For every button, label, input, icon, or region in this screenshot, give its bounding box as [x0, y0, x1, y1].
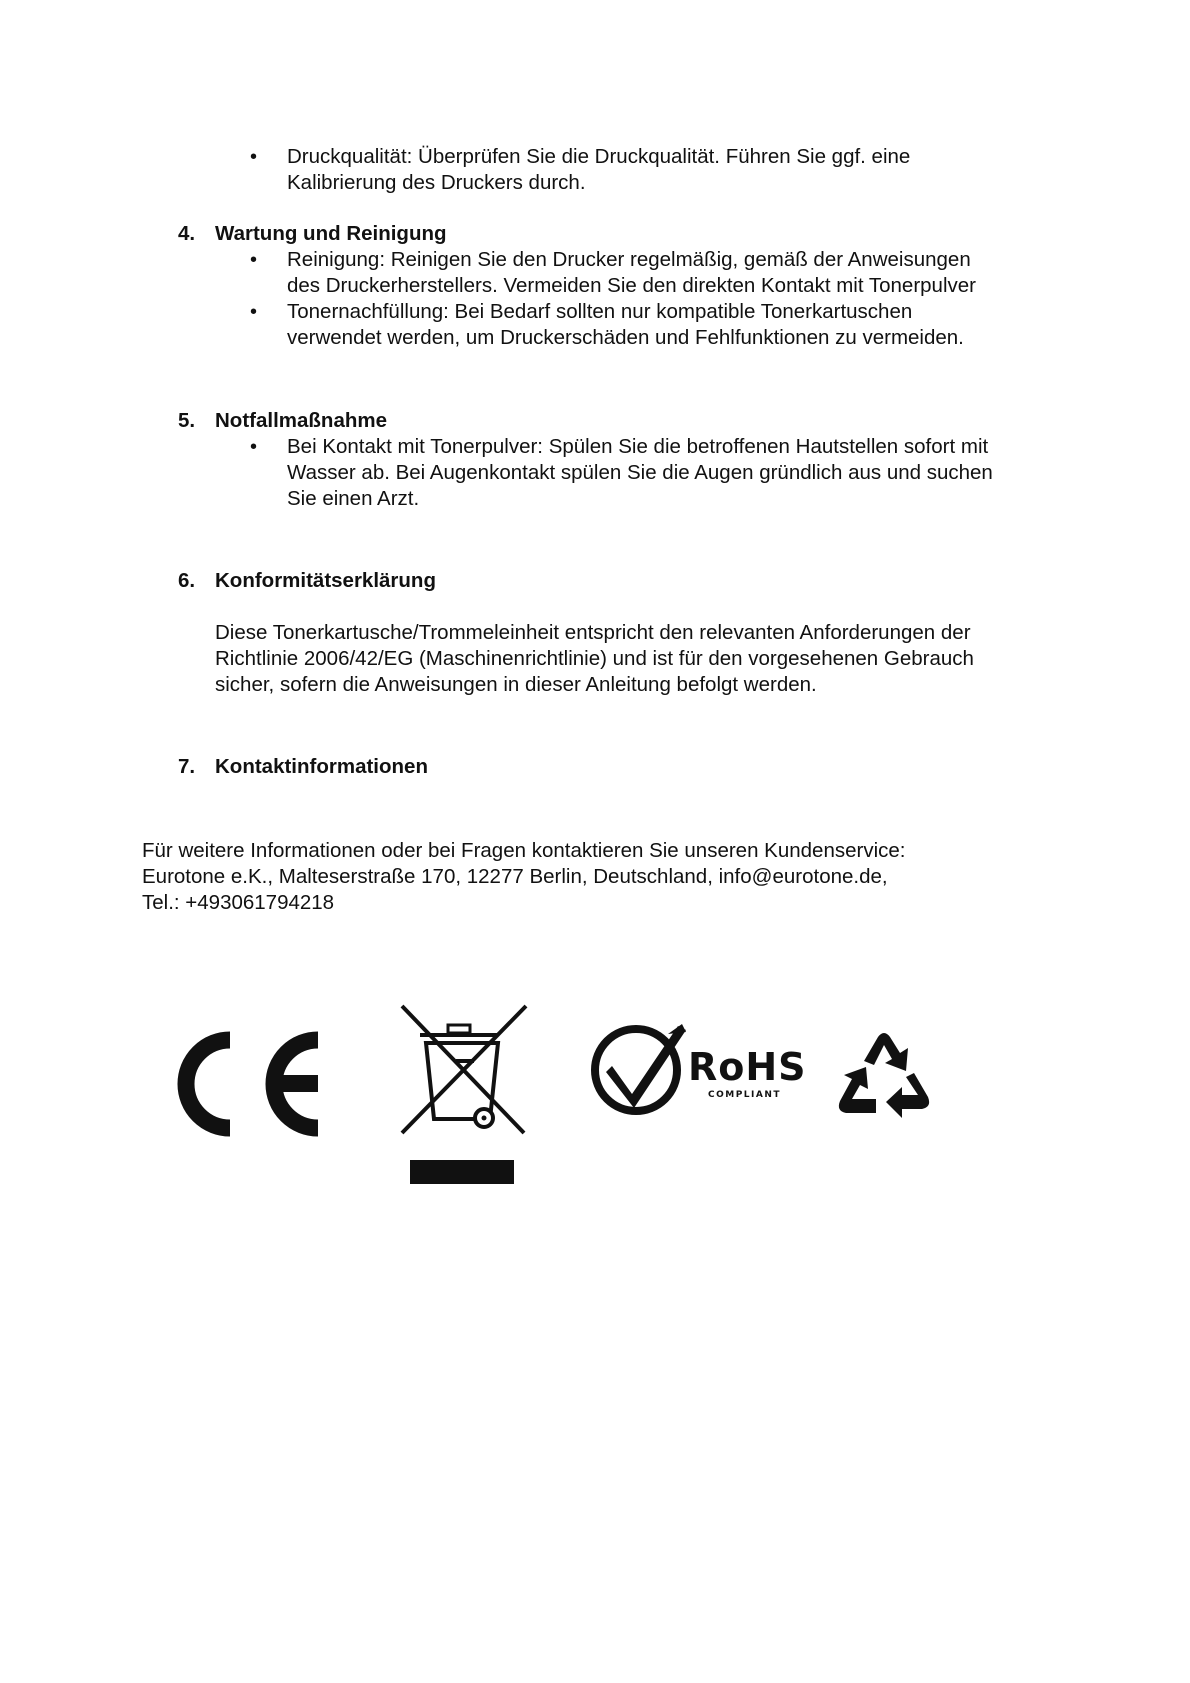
- rohs-compliant-logo: [590, 1020, 810, 1116]
- bullet-symbol: •: [250, 249, 258, 271]
- rohs-label: RoHS: [688, 1045, 807, 1089]
- section-6-number: 6.: [178, 569, 196, 592]
- section-5-number: 5.: [178, 409, 196, 432]
- bullet-symbol: •: [250, 301, 258, 323]
- sec4-bullet-1-line-2: des Druckerherstellers. Vermeiden Sie den direkten Kontakt mit Tonerpulver: [287, 274, 976, 297]
- sec6-paragraph-line-2: Richtlinie 2006/42/EG (Maschinenrichtlinie) und ist für den vorgesehenen Gebrauch: [215, 647, 974, 670]
- ce-mark-icon: [158, 1022, 334, 1146]
- contact-line-1: Für weitere Informationen oder bei Fragen kontaktieren Sie unseren Kundenservice:: [142, 839, 906, 862]
- section-5-title: Notfallmaßnahme: [215, 409, 387, 432]
- sec5-bullet-1-line-2: Wasser ab. Bei Augenkontakt spülen Sie die Augen gründlich aus und suchen: [287, 461, 993, 484]
- rohs-compliant-label: COMPLIANT: [708, 1090, 782, 1100]
- section-4-number: 4.: [178, 222, 196, 245]
- sec3-bullet-line-2: Kalibrierung des Druckers durch.: [287, 171, 586, 194]
- section-6-title: Konformitätserklärung: [215, 569, 436, 592]
- sec3-bullet-line-1: Druckqualität: Überprüfen Sie die Druckqualität. Führen Sie ggf. eine: [287, 145, 911, 168]
- sec5-bullet-1-line-3: Sie einen Arzt.: [287, 487, 420, 510]
- contact-line-3: Tel.: +493061794218: [142, 891, 335, 914]
- sec4-bullet-2-line-2: verwendet werden, um Druckerschäden und Fehlfunktionen zu vermeiden.: [287, 326, 964, 349]
- sec6-paragraph-line-1: Diese Tonerkartusche/Trommeleinheit entspricht den relevanten Anforderungen der: [215, 621, 971, 644]
- crossed-out-wheelie-bin-icon: [398, 1003, 530, 1188]
- sec6-paragraph-line-3: sicher, sofern die Anweisungen in dieser Anleitung befolgt werden.: [215, 673, 817, 696]
- bullet-symbol: •: [250, 436, 258, 458]
- recycle-icon: [834, 1027, 934, 1123]
- section-4-title: Wartung und Reinigung: [215, 222, 447, 245]
- sec4-bullet-1-line-1: Reinigung: Reinigen Sie den Drucker regelmäßig, gemäß der Anweisungen: [287, 248, 971, 271]
- bullet-symbol: •: [250, 146, 258, 168]
- sec5-bullet-1-line-1: Bei Kontakt mit Tonerpulver: Spülen Sie die betroffenen Hautstellen sofort mit: [287, 435, 989, 458]
- sec4-bullet-2-line-1: Tonernachfüllung: Bei Bedarf sollten nur kompatible Tonerkartuschen: [287, 300, 913, 323]
- section-7-title: Kontaktinformationen: [215, 755, 428, 778]
- section-7-number: 7.: [178, 755, 196, 778]
- contact-line-2: Eurotone e.K., Malteserstraße 170, 12277 Berlin, Deutschland, info@eurotone.de,: [142, 865, 888, 888]
